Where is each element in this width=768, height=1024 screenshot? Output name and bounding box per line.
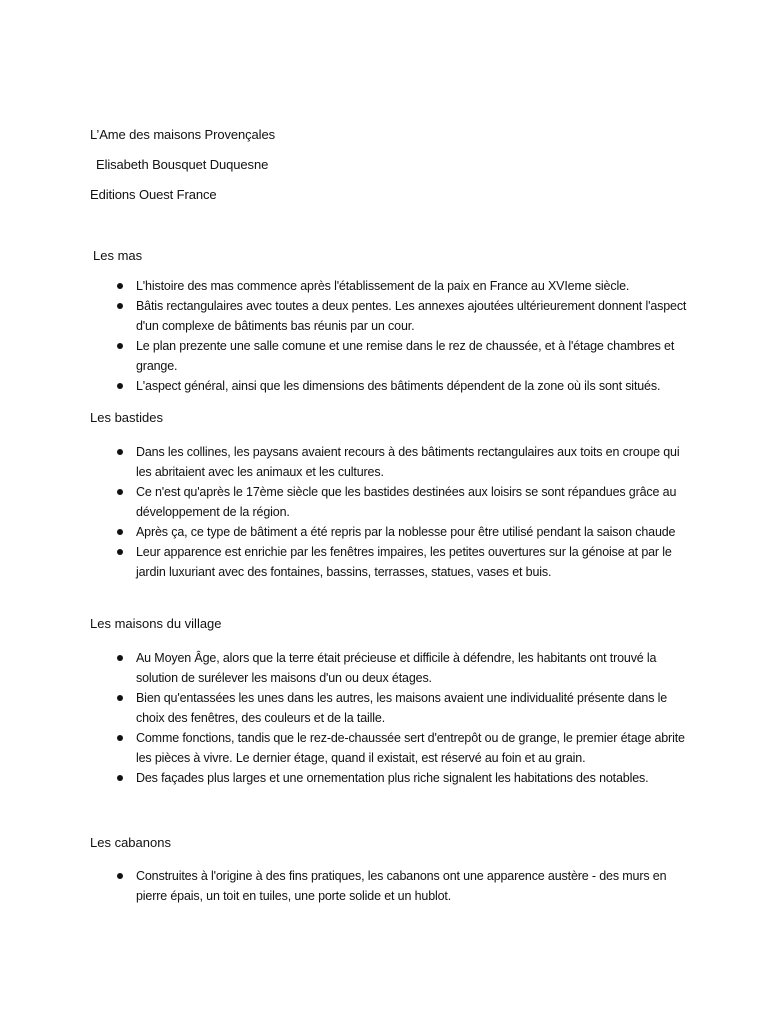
list-item: Bâtis rectangulaires avec toutes a deux pentes. Les annexes ajoutées ultérieurement donnent l'aspect d'un complexe de bâtiments bas réunis par un cour.	[90, 296, 690, 336]
list-item: Ce n'est qu'après le 17ème siècle que les bastides destinées aux loisirs se sont répandues grâce au développement de la région.	[90, 482, 690, 522]
list-item: Comme fonctions, tandis que le rez-de-chaussée sert d'entrepôt ou de grange, le premier étage abrite les pièces à vivre. Le dernier étage, quand il existait, est réservé au foin et au grain.	[90, 728, 690, 768]
list-item: L'histoire des mas commence après l'établissement de la paix en France au XVIeme siècle.	[90, 276, 690, 296]
book-title: L’Ame des maisons Provençales	[90, 127, 275, 142]
list-item: Des façades plus larges et une ornementation plus riche signalent les habitations des notables.	[90, 768, 690, 788]
section-title-maisons-village: Les maisons du village	[90, 616, 222, 631]
section-list-bastides	[90, 442, 690, 582]
list-item: Dans les collines, les paysans avaient recours à des bâtiments rectangulaires aux toits en croupe qui les abritaient avec les animaux et les cultures.	[90, 442, 690, 482]
section-list-cabanons	[90, 866, 690, 906]
book-publisher: Editions Ouest France	[90, 187, 217, 202]
list-item: Bien qu'entassées les unes dans les autres, les maisons avaient une individualité présente dans le choix des fenêtres, des couleurs et de la taille.	[90, 688, 690, 728]
section-title-mas: Les mas	[93, 248, 143, 263]
section-title-cabanons: Les cabanons	[90, 835, 171, 850]
section-title-bastides: Les bastides	[90, 410, 163, 425]
book-author: Elisabeth Bousquet Duquesne	[96, 157, 269, 172]
section-list-maisons-village	[90, 648, 690, 788]
section-list-mas	[90, 276, 690, 396]
list-item: Leur apparence est enrichie par les fenêtres impaires, les petites ouvertures sur la génoise at par le jardin luxuriant avec des fontaines, bassins, terrasses, statues, vases et buis.	[90, 542, 690, 582]
list-item: L'aspect général, ainsi que les dimensions des bâtiments dépendent de la zone où ils sont situés.	[90, 376, 690, 396]
list-item: Le plan prezente une salle comune et une remise dans le rez de chaussée, et à l'étage chambres et grange.	[90, 336, 690, 376]
list-item: Après ça, ce type de bâtiment a été repris par la noblesse pour être utilisé pendant la saison chaude	[90, 522, 690, 542]
list-item: Au Moyen Âge, alors que la terre était précieuse et difficile à défendre, les habitants ont trouvé la solution de surélever les maisons d'un ou deux étages.	[90, 648, 690, 688]
list-item: Construites à l'origine à des fins pratiques, les cabanons ont une apparence austère - des murs en pierre épais, un toit en tuiles, une porte solide et un hublot.	[90, 866, 690, 906]
